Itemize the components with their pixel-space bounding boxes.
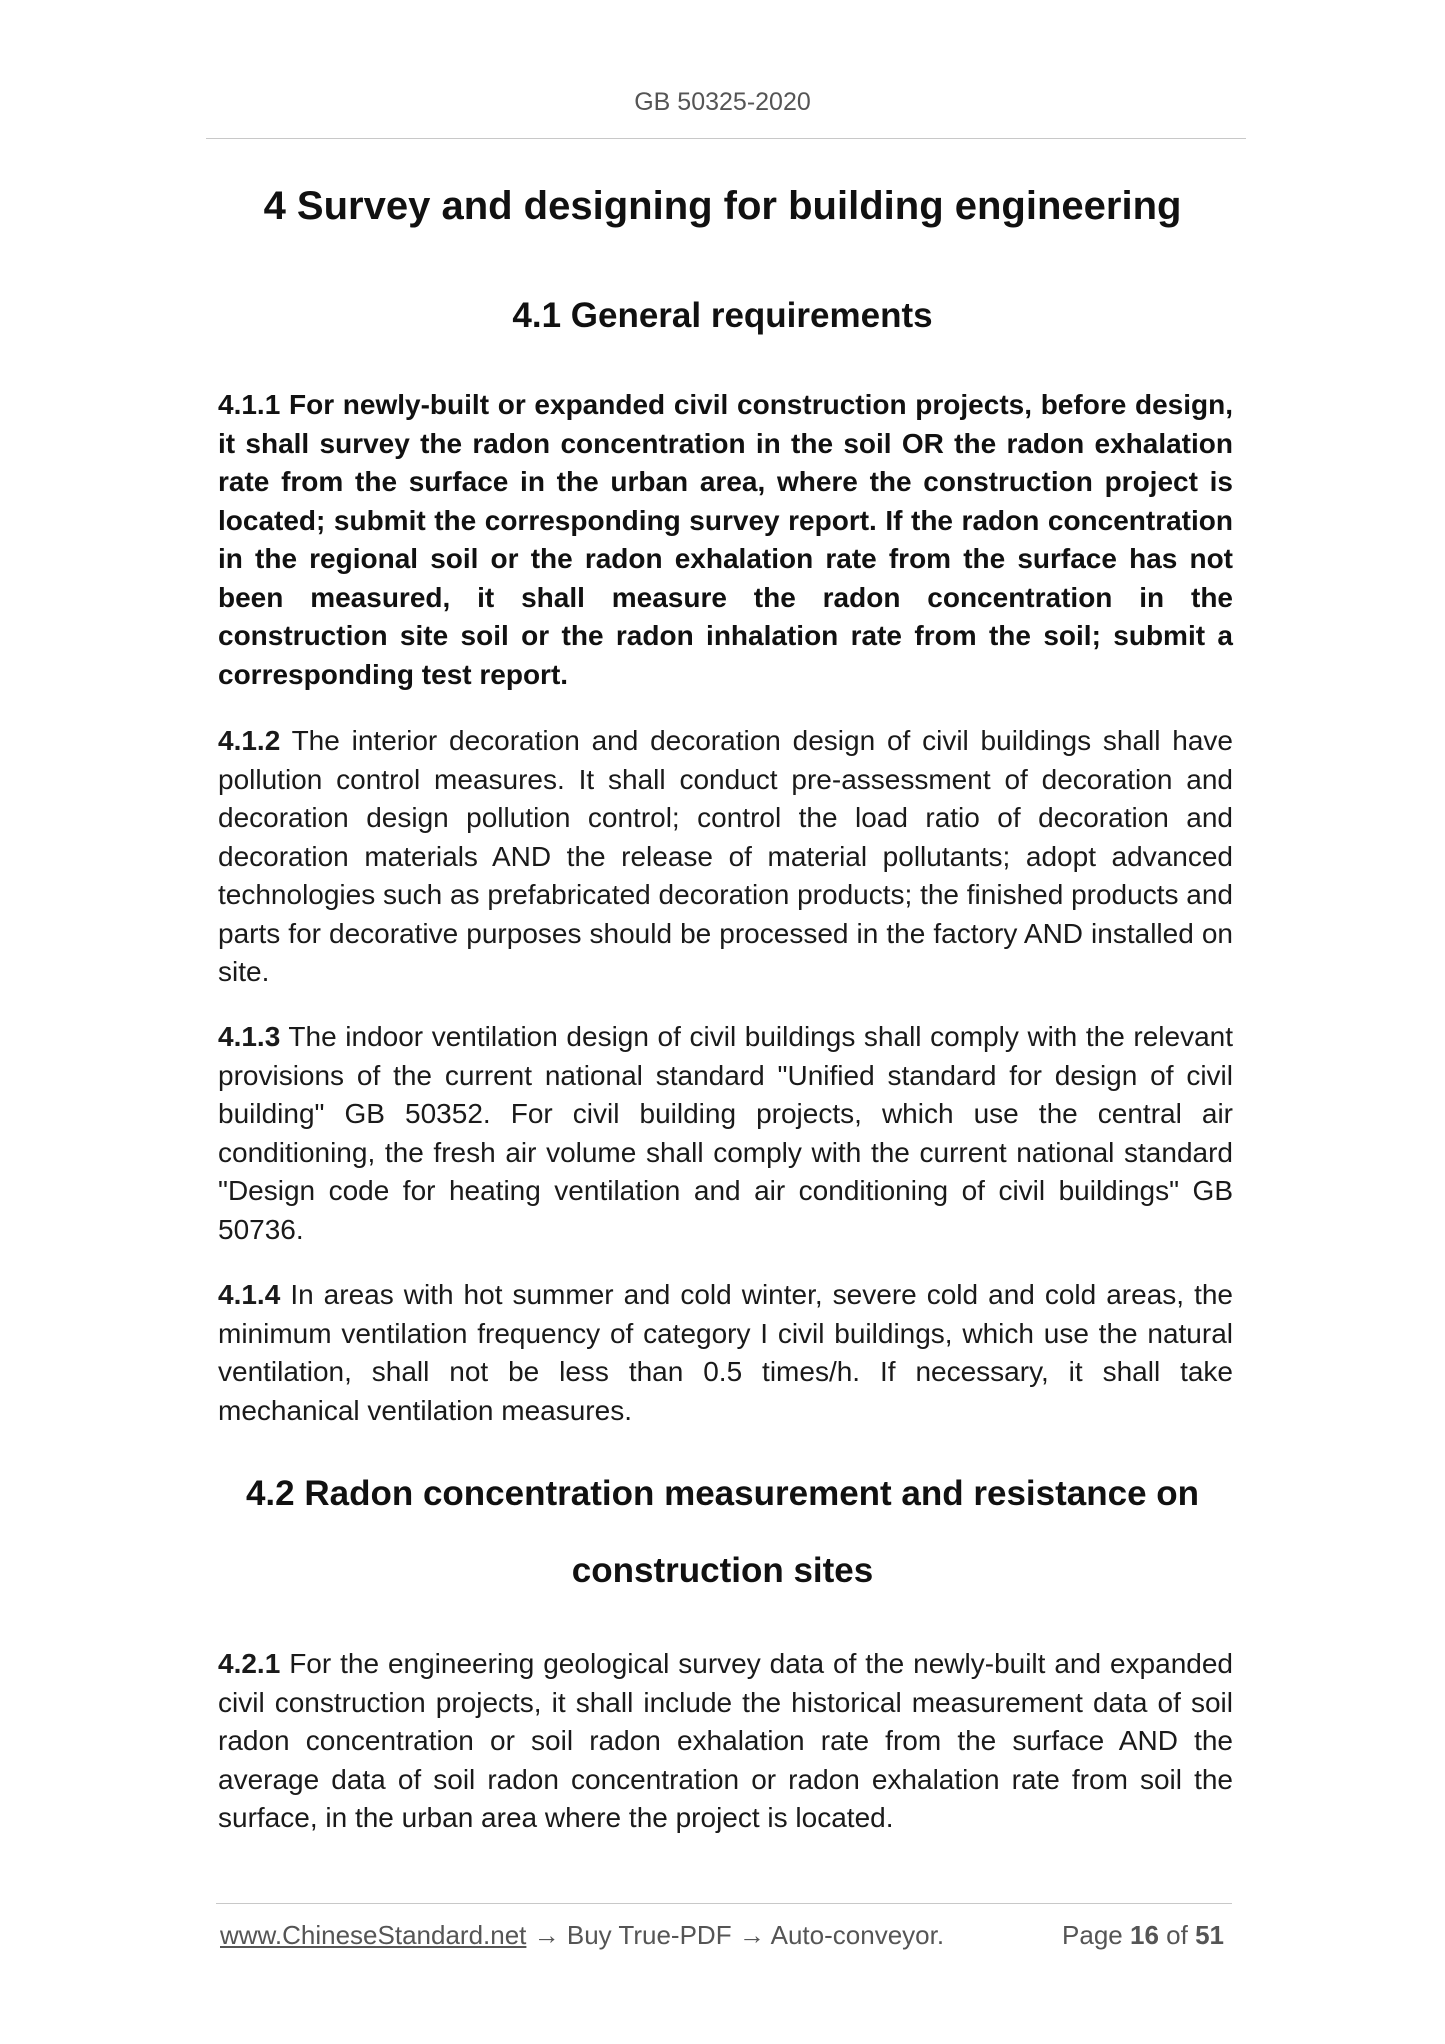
chapter-title: 4 Survey and designing for building engineering <box>263 184 1182 228</box>
footer-divider <box>216 1903 1232 1904</box>
page-indicator <box>1062 1920 1224 1951</box>
clause-number: 4.1.3 <box>218 1021 281 1052</box>
auto-conveyor-text: Auto-conveyor. <box>770 1920 945 1950</box>
page-current: 16 <box>1130 1920 1159 1950</box>
page-footer <box>220 1920 1230 1951</box>
clause-number: 4.2.1 <box>218 1648 281 1679</box>
section-title-4-2-line2: construction sites <box>571 1551 874 1590</box>
page-of-label: of <box>1166 1920 1188 1950</box>
clause-4-1-1: 4.1.1 For newly-built or expanded civil construction projects, before design, it shall survey the radon concentration in the soil OR the radon exhalation rate from the surface in the urban area, where the construction project is located; submit the corresponding survey report. If the radon concentration in the regional soil or the radon exhalation rate from the surface has not been measured, it shall measure the radon concentration in the construction site soil or the radon inhalation rate from the soil; submit a corresponding test report. <box>218 389 1233 690</box>
clause-4-2-1 <box>218 1645 1233 1838</box>
clause-text: For the engineering geological survey data of the newly-built and expanded civil construction projects, it shall include the historical measurement data of soil radon concentration or soil radon exhalation rate from the surface AND the average data of soil radon concentration or radon exhalation rate from soil the surface, in the urban area where the project is located. <box>218 1648 1233 1833</box>
clause-4-1-2 <box>218 722 1233 992</box>
section-title-4-1: 4.1 General requirements <box>512 296 933 335</box>
website-link[interactable]: www.ChineseStandard.net <box>220 1920 527 1950</box>
clause-4-1-3 <box>218 1018 1233 1249</box>
arrow-right-icon: → <box>738 1920 765 1950</box>
page-total: 51 <box>1195 1920 1224 1950</box>
clause-text: In areas with hot summer and cold winter, severe cold and cold areas, the minimum ventilation frequency of category I civil buildings, which use the natural ventilation, shall not be less than 0.5 times/h. If necessary, it shall take mechanical ventilation measures. <box>218 1279 1233 1426</box>
clause-text: The interior decoration and decoration design of civil buildings shall have pollution control measures. It shall conduct pre-assessment of decoration and decoration design pollution control; control the load ratio of decoration and decoration materials AND the release of material pollutants; adopt advanced technologies such as prefabricated decoration products; the finished products and parts for decorative purposes should be processed in the factory AND installed on site. <box>218 725 1233 987</box>
header-divider <box>206 138 1246 139</box>
page-label: Page <box>1062 1920 1123 1950</box>
section-title-4-2-line1: 4.2 Radon concentration measurement and resistance on <box>245 1474 1200 1513</box>
clause-text: The indoor ventilation design of civil buildings shall comply with the relevant provisions of the current national standard "Unified standard for design of civil building" GB 50352. For civil building projects, which use the central air conditioning, the fresh air volume shall comply with the current national standard "Design code for heating ventilation and air conditioning of civil buildings" GB 50736. <box>218 1021 1234 1245</box>
arrow-right-icon: → <box>533 1920 560 1950</box>
page-header-code: GB 50325-2020 <box>634 88 811 116</box>
clause-4-1-4 <box>218 1276 1233 1430</box>
buy-true-pdf-text: Buy True-PDF <box>566 1920 732 1950</box>
clause-number: 4.1.2 <box>218 725 281 756</box>
clause-number: 4.1.4 <box>218 1279 281 1310</box>
